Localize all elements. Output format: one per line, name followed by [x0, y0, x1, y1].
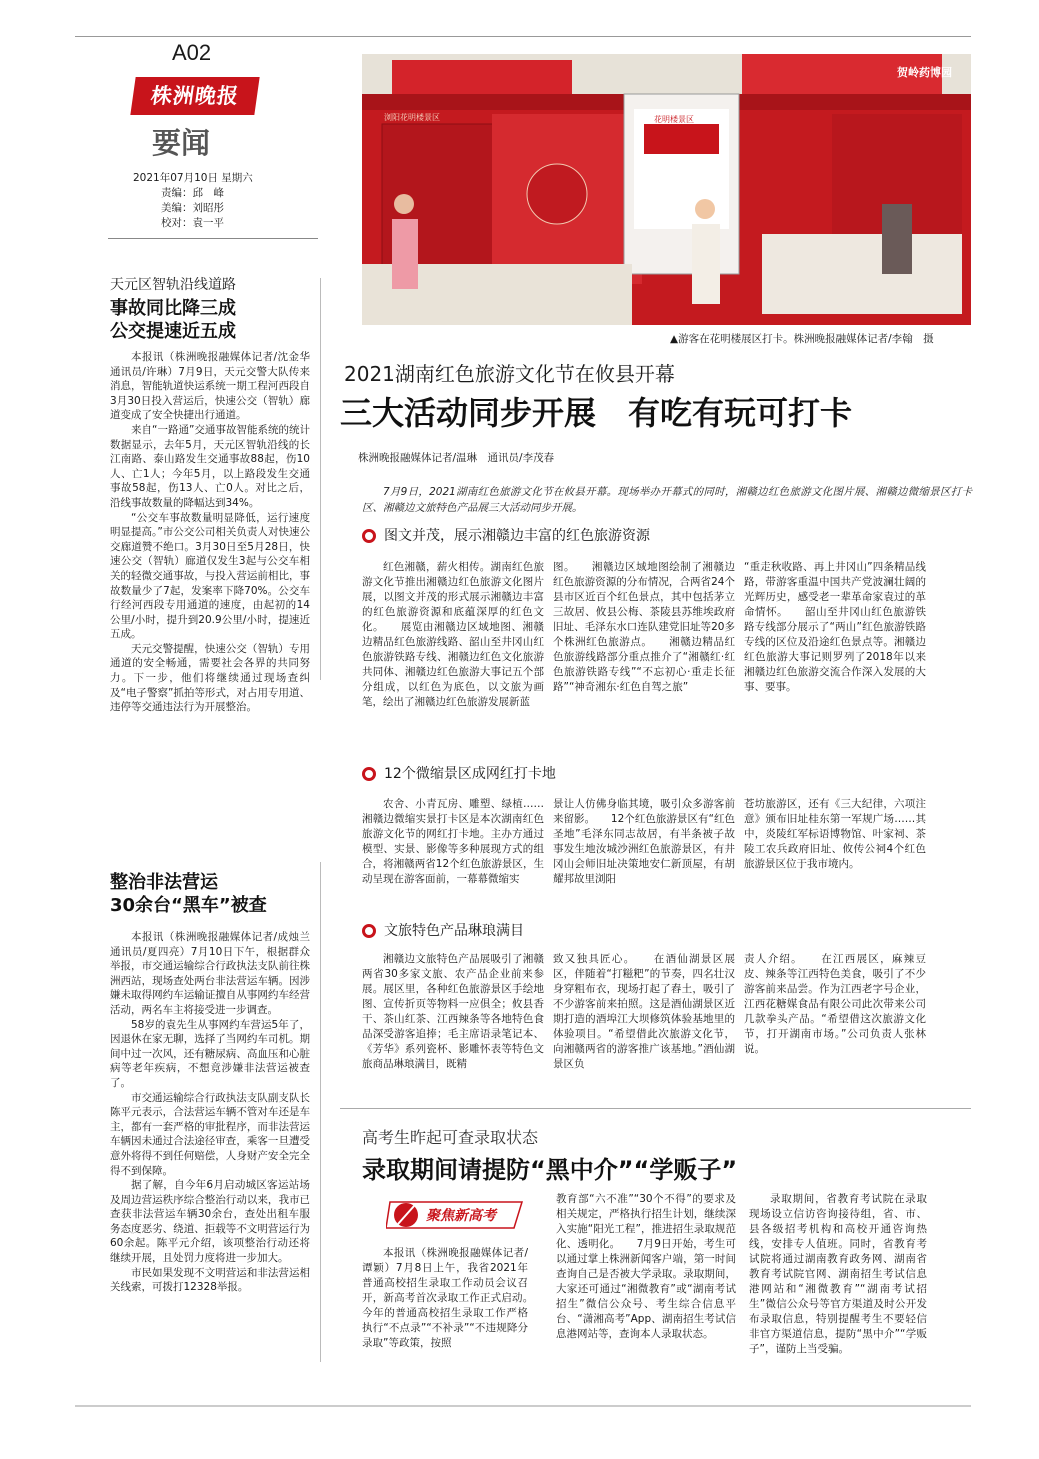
story3-section3-title [362, 920, 524, 940]
section3-col3-text: 责人介绍。 在江西展区，麻辣豆皮、辣条等江西特色美食，吸引了不少游客前来品尝。作为江西老字号企业，江西花糖媒食品有限公司此次带来公司几款拳头产品。“希望借这次旅游文化节，打开湖南市场。”公司负责人张林说。 [744, 953, 926, 1055]
banner-left-text: 浏阳花明楼景区 [384, 113, 440, 122]
section2-col1-text: 农舍、小青瓦房、雕塑、绿植……湘赣边微缩实景打卡区是本次湖南红色旅游文化节的网红打卡地。主办方通过模型、实景、影像等多种展现方式的组合，将湘赣两省12个红色旅游景区，生动呈现在游客面前，一幕幕微缩实 [362, 798, 544, 885]
editor-credit: 责编：邱 峰 [161, 187, 224, 199]
story4-kicker: 高考生昨起可查录取状态 [362, 1128, 539, 1147]
story4-col2-text: 教育部“六不准”“30个不得”的要求及相关规定，严格执行招生计划，继续深入实施“阳光工程”，推进招生录取规范化、透明化。 7月9日开始，考生可以通过掌上株洲新闻客户端，第一时间查询自己是否被大学录取。录取期间，大家还可通过“湘微教育”或“湖南考试招生”微信公众号、考生综合信息平台、“潇湘高考”App、湖南招生考试信息港网站等，查询本人录取状态。 [556, 1193, 736, 1340]
story3-byline: 株洲晚报融媒体记者/温琳 通讯员/李茂春 [358, 452, 555, 464]
story1-paragraph: “公交车事故数量明显降低，运行速度明显提高。”市公交公司相关负责人对快速公交廊道赞不绝口。3月30日至5月28日，快速公交（智轨）廊道仅发生3起与公交车相关的轻微交通事故，与投入营运前相比，事故数量少了7起，发案率下降70%。公交车行经河西段专用通道的速度，由起初的14公里/小时，提升到20.9公里/小时，提速近五成。 [110, 511, 310, 641]
story3-kicker: 2021湖南红色旅游文化节在攸县开幕 [344, 362, 675, 386]
story1-title-line2: 公交提速近五成 [110, 321, 236, 342]
page-number: A02 [172, 40, 212, 65]
section3-col2-text: 致又独具匠心。 在酒仙湖景区展区，伴随着“打糍粑”的节奏，四名壮汉身穿粗布衣，现场打起了舂土，吸引了不少游客前来拍照。这是酒仙湖景区近期打造的酒埠江大坝修筑体验基地里的体验项目。“希望借此次旅游文化节，向湘赣两省的游客推广该基地。”酒仙湖景区负 [553, 953, 735, 1070]
section3-col1-text: 湘赣边文旅特色产品展吸引了湘赣两省30多家文旅、农产品企业前来参展。展区里，各种红色旅游景区手绘地图、宣传折页等物料一应俱全；攸县香干、茶山红茶、江西辣条等各地特色食品深受游客追捧；毛主席语录笔记本、《芳华》系列瓷杯、影雕怀表等特色文旅商品琳琅满目，既精 [362, 953, 544, 1070]
story1-title-line1: 事故同比降三成 [110, 298, 236, 319]
story1-paragraph: 来自“一路通”交通事故智能系统的统计数据显示，去年5月，天元区智轨沿线的长江南路、泰山路发生交通事故88起，伤10人、亡1人；今年5月，以上路段发生交通事故58起，伤13人、亡0人。对比之后，沿线事故数量的降幅达到34%。 [110, 423, 310, 509]
story3-lead [362, 484, 972, 516]
section1-col2-text: 图。 湘赣边区域地图绘制了湘赣边红色旅游资源的分布情况，合两省24个县市区近百个红色景点，其中包括茅立三故居、攸县公梅、茶陵县苏维埃政府旧址、毛泽东水口连队建党旧址等20多个株洲红色旅游点。 湘赣边精品红色旅游线路部分重点推介了“湘赣红·红色旅游铁路专线”“不忘初心·重走长征路”“神奇湘东·红色自驾之旅” [553, 561, 735, 693]
section-bullet-icon [362, 924, 376, 938]
focus-badge-text: 聚焦新高考 [426, 1208, 496, 1224]
section-name: 要闻 [152, 126, 211, 160]
story3-section2-col2 [553, 797, 735, 887]
story4-col3 [749, 1192, 927, 1357]
story3-section1-title-text: 图文并茂，展示湘赣边丰富的红色旅游资源 [384, 528, 650, 544]
story3-section2-title-text: 12个微缩景区成网红打卡地 [384, 766, 556, 782]
story2-paragraph: 市民如果发现不文明营运和非法营运相关线索，可拨打12328举报。 [110, 1266, 310, 1294]
story1-body [110, 350, 310, 715]
story4-col1-text: 本报讯（株洲晚报融媒体记者/谭颖）7月8日上午，我省2021年普通高校招生录取工作动员会议召开，新高考首次录取工作正式启动。 今年的普通高校招生录取工作严格执行“不点录”“不补录”“不违规降分录取”等政策，按照 [362, 1247, 549, 1349]
story4-col3-text: 录取期间，省教育考试院在录取现场设立信访咨询接待组，省、市、县各级招考机构和高校开通咨询热线，安排专人值班。同时，省教育考试院将通过湖南教育政务网、湖南省教育考试院官网、湖南招生考试信息港网站和“湘微教育”“湖南考试招生”微信公众号等官方渠道及时公开发布录取信息，特别提醒考生不要轻信非官方渠道信息，提防“黑中介”“学贩子”，谨防上当受骗。 [749, 1193, 927, 1355]
issue-date: 2021年07月10日 星期六 [133, 172, 253, 184]
story3-section1-col2 [553, 560, 735, 695]
story3-section3-title-text: 文旅特色产品琳琅满目 [384, 923, 524, 939]
story3-section1-col1 [362, 560, 544, 710]
expo-photo-illustration [362, 54, 971, 325]
section1-col1-text: 红色湘赣，薪火相传。湖南红色旅游文化节推出湘赣边红色旅游文化图片展，以图文并茂的形式展示湘赣边丰富的红色旅游资源和底蕴深厚的红色文化。 展览由湘赣边区域地图、湘赣边精品红色旅游线路、韶山至井冈山红色旅游铁路专线、湘赣边红色文化旅游共同体、湘赣边红色旅游大事记五个部分组成，以红色为底色，以文旅为画笔，绘出了湘赣边红色旅游发展新蓝 [362, 561, 544, 708]
story3-section3-col1 [362, 952, 544, 1072]
section2-col2-text: 景让人仿佛身临其境，吸引众多游客前来留影。 12个红色旅游景区有“红色圣地”毛泽东同志故居，有半条被子故事发生地汝城沙洲红色旅游景区，有井冈山会师旧址决策地安仁新顶屋，有胡耀邦故里浏阳 [553, 798, 735, 885]
story3-section1-col3 [744, 560, 926, 695]
section-bullet-icon [362, 767, 376, 781]
story2-body [110, 930, 310, 1295]
story2-paragraph: 本报讯（株洲晚报融媒体记者/成烛兰 通讯员/夏四亮）7月10日下午，根据群众举报，市交通运输综合行政执法支队前往株洲西站，现场查处两台非法营运车辆。因涉嫌未取得网约车运输证擅自从事网约车经营活动，两名车主将接受进一步调查。 [110, 931, 310, 1016]
designer-credit: 美编：刘昭彤 [161, 202, 224, 214]
story2-paragraph: 据了解，自今年6月启动城区客运站场及周边营运秩序综合整治行动以来，我市已查获非法营运车辆30余台，查处出租车服务态度恶劣、绕道、拒载等不文明营运行为60余起。陈平元介绍，该项整治行动还将继续开展，且处罚力度将进一步加大。 [110, 1179, 310, 1265]
photo-caption: ▲游客在花明楼展区打卡。株洲晚报融媒体记者/李翰 摄 [670, 333, 934, 345]
story3-section1-title [362, 525, 650, 545]
story2-title-line2: 30余台“黑车”被查 [110, 895, 267, 916]
story4-col2 [556, 1192, 736, 1342]
expo-photo [362, 54, 971, 325]
section2-col3-text: 苍坊旅游区，还有《三大纪律，六项注意》颁布旧址桂东第一军规广场……其中，炎陵红军标语博物馆、叶家祠、茶陵工农兵政府旧址、攸传公祠4个红色旅游景区位于我市境内。 [744, 798, 926, 870]
story2-paragraph: 58岁的袁先生从事网约车营运5年了，因退休在家无聊，选择了当网约车司机。期间中过一次风，还有糖尿病、高血压和心脏病等老年疾病，不想竟涉嫌非法营运被查了。 [110, 1018, 310, 1089]
story1-paragraph: 天元交警提醒，快速公交（智轨）专用通道的安全畅通，需要社会各界的共同努力。下一步，他们将继续通过现场查纠及“电子警察”抓拍等形式，对占用专用道、违停等交通违法行为开展整治。 [110, 642, 310, 714]
proofreader-credit: 校对：袁一平 [161, 217, 224, 229]
story3-section3-col2 [553, 952, 735, 1072]
story3-lead-paragraph: 7月9日，2021湖南红色旅游文化节在攸县开幕。现场举办开幕式的同时，湘赣边红色旅游文化图片展、湘赣边微缩景区打卡区、湘赣边文旅特色产品展三大活动同步开展。 [362, 486, 972, 514]
story2-paragraph: 市交通运输综合行政执法支队副支队长陈平元表示，合法营运车辆不管对车还是车主，都有一套严格的审批程序，而非法营运车辆因未通过合法途径审查，乘客一旦遭受意外将得不到任何赔偿，人身财产安全完全得不到保障。 [110, 1091, 310, 1177]
board-title-text: 花明楼景区 [654, 115, 694, 124]
story3-title: 三大活动同步开展 有吃有玩可打卡 [340, 394, 853, 432]
story2-title-line1: 整治非法营运 [110, 872, 218, 893]
focus-badge [386, 1198, 526, 1232]
story3-section2-title [362, 763, 556, 783]
story3-section3-col3 [744, 952, 926, 1057]
story1-paragraph: 本报讯（株洲晚报融媒体记者/沈金华 通讯员/许琳）7月9日，天元交警大队传来消息，智能轨道快运系统一期工程河西段自3月30日投入营运后，快速公交（智轨）廊道变成了安全快捷出行通道。 [110, 351, 310, 422]
banner-right-text: 贺岭药博园 [897, 66, 952, 79]
story3-section2-col3 [744, 797, 926, 872]
story3-section2-col1 [362, 797, 544, 887]
story4-title: 录取期间请提防“黑中介”“学贩子” [362, 1156, 738, 1184]
section-bullet-icon [362, 529, 376, 543]
newspaper-logo: 株洲晚报 [130, 77, 259, 115]
section1-col3-text: “重走秋收路、再上井冈山”四条精品线路，带游客重温中国共产党波澜壮阔的光辉历史，感受老一辈革命家袁过的革命情怀。 韶山至井冈山红色旅游铁路专线部分展示了“两山”红色旅游铁路专线的区位及沿途红色景点等。湘赣边红色旅游大事记则罗列了2018年以来湘赣边红色旅游交流合作深入发展的大事、要事。 [744, 561, 926, 693]
story1-kicker: 天元区智轨沿线道路 [110, 277, 236, 293]
story4-col1 [362, 1246, 549, 1351]
